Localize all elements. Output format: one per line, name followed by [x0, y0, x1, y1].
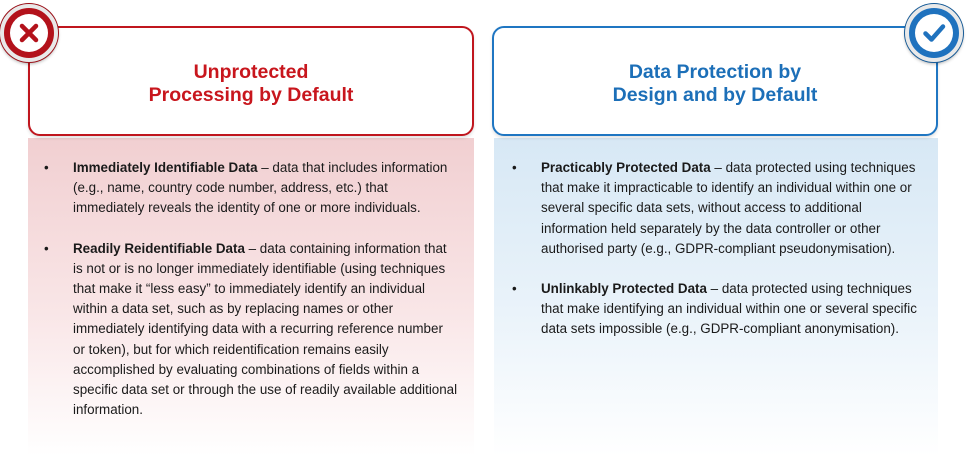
list-item: [506, 279, 926, 340]
check-mark-icon: [915, 14, 953, 52]
right-title: Data Protection by Design and by Default: [612, 61, 818, 106]
description: – data protected using techniques that make identifying an individual within one or several specific data sets impossible (e.g., GDPR-compliant anonymisation).: [541, 281, 917, 337]
bullet: •: [512, 281, 517, 297]
list-item: [38, 239, 458, 421]
description: – data protected using techniques that make it impracticable to identify an individual within one or several specific data sets, without access to additional information held separately by the data controller or other authorised party (e.g., GDPR-compliant pseudonymisation).: [541, 160, 916, 256]
list-item: [506, 158, 926, 259]
bullet: •: [44, 160, 49, 175]
x-mark-icon: [10, 14, 48, 52]
left-definition-list: [38, 158, 458, 440]
x-mark-badge: [0, 4, 58, 62]
left-header-box: [28, 26, 474, 136]
list-item: [38, 158, 458, 219]
term: Unlinkably Protected Data: [541, 281, 707, 297]
term: Practicably Protected Data: [541, 160, 711, 175]
right-definition-list: [506, 158, 926, 360]
term: Immediately Identifiable Data: [73, 160, 258, 175]
description: – data containing information that is not or is no longer immediately identifiable (using techniques that make it “less easy” to immediately identify an individual within a data set, such as by replacing names or other immediately identifying data with a recurring reference number or token), but for which reidentification remains easily accomplished by evaluating combinations of fields within a specific data set or through the use of readily available additional information.: [73, 240, 458, 418]
bullet: •: [44, 240, 49, 256]
bullet: •: [512, 160, 517, 175]
description: – data that includes information (e.g., name, country code number, address, etc.) that immediately reveals the identity of one or more individuals.: [73, 160, 448, 216]
term: Readily Reidentifiable Data: [73, 240, 245, 256]
check-mark-badge: [905, 4, 963, 62]
right-header-box: [492, 26, 938, 136]
left-title: Unprotected Processing by Default: [148, 61, 354, 106]
